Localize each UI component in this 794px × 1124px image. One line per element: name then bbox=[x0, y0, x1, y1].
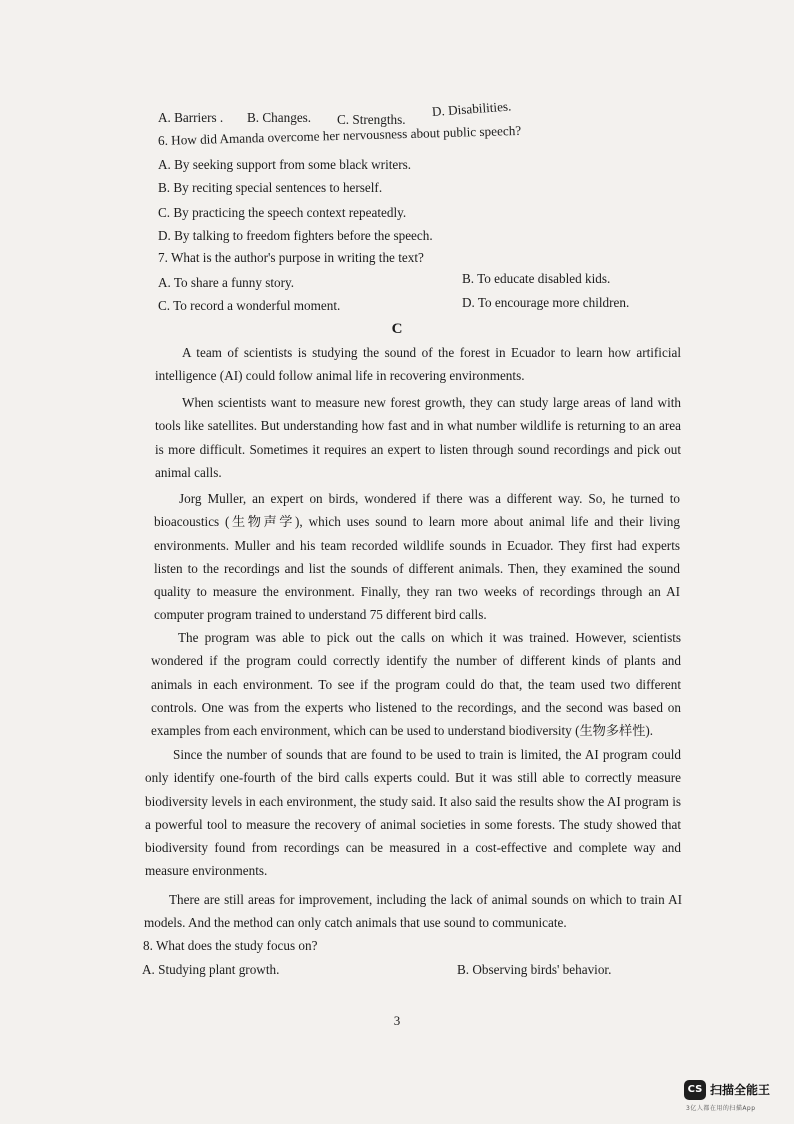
q6-stem: 6. How did Amanda overcome her nervousness about public speech? bbox=[157, 122, 522, 148]
q6-option-c: C. By practicing the speech context repeatedly. bbox=[158, 205, 407, 220]
paragraph-1: A team of scientists is studying the sound of the forest in Ecuador to learn how artificial intelligence (AI) could follow animal life in recovering environments. bbox=[155, 345, 681, 384]
q8-stem: 8. What does the study focus on? bbox=[143, 938, 318, 953]
paragraph-5: Since the number of sounds that are found to be used to train is limited, the AI program could only identify one-fourth of the bird calls experts could. But it was still able to correctly measure biodiversity levels in each environment, the study said. It also said the results show the AI program is a powerful tool to measure the recovery of animal societies in some forests. The study showed that biodiversity found from recordings can be measured in a cost-effective and complete way and measure environments. bbox=[145, 747, 681, 879]
q7-stem: 7. What is the author's purpose in writing the text? bbox=[158, 250, 424, 265]
watermark-app-name: 扫描全能王 bbox=[710, 1083, 771, 1097]
paragraph-6: There are still areas for improvement, including the lack of animal sounds on which to train AI models. And the method can only catch animals that use sound to communicate. bbox=[144, 892, 682, 931]
q6-option-b: B. By reciting special sentences to herself. bbox=[158, 180, 383, 195]
section-title: C bbox=[391, 321, 403, 337]
q5-option-c: C. Strengths. bbox=[337, 112, 406, 127]
paragraph-2: When scientists want to measure new forest growth, they can study large areas of land with tools like satellites. But understanding how fast and in what number wildlife is returning to an area is more difficult. Sometimes it requires an expert to listen through sound recordings and pick out animal calls. bbox=[155, 395, 681, 480]
scanner-watermark bbox=[684, 1078, 784, 1114]
paragraph-4: The program was able to pick out the calls on which it was trained. However, scientists wondered if the program could correctly identify the number of different kinds of plants and animals in each environment. To see if the program could do that, the team used two different controls. One was from the experts who listened to the recordings, and the second was based on examples from each environment, which can be used to understand biodiversity (生物多样性). bbox=[151, 630, 681, 739]
page-number: 3 bbox=[393, 1013, 401, 1028]
paragraph-3: Jorg Muller, an expert on birds, wondered if there was a different way. So, he turned to bioacoustics (生物声学), which uses sound to learn more about animal life and their living environments. Muller and his team recorded wildlife sounds in Ecuador. They first had experts listen to the recordings and list the sounds of different animals. Then, they examined the sound quality to measure the environment. Finally, they ran two weeks of recordings through an AI computer program trained to understand 75 different bird calls. bbox=[154, 491, 680, 623]
q8-option-a: A. Studying plant growth. bbox=[142, 962, 280, 977]
q7-option-c: C. To record a wonderful moment. bbox=[158, 298, 341, 313]
q7-option-b: B. To educate disabled kids. bbox=[462, 271, 611, 286]
watermark-slogan: 3亿人都在用的扫描App bbox=[686, 1105, 756, 1112]
q8-option-b: B. Observing birds' behavior. bbox=[457, 962, 612, 977]
q6-option-a: A. By seeking support from some black writers. bbox=[158, 157, 412, 172]
q6-option-d: D. By talking to freedom fighters before the speech. bbox=[158, 228, 433, 243]
q7-option-a: A. To share a funny story. bbox=[158, 275, 295, 290]
q5-option-a: A. Barriers . bbox=[158, 110, 224, 125]
q5-option-b: B. Changes. bbox=[247, 110, 312, 125]
camscanner-logo-icon: CS bbox=[684, 1080, 706, 1100]
q7-option-d: D. To encourage more children. bbox=[462, 295, 630, 310]
q5-option-d: D. Disabilities. bbox=[431, 98, 512, 119]
